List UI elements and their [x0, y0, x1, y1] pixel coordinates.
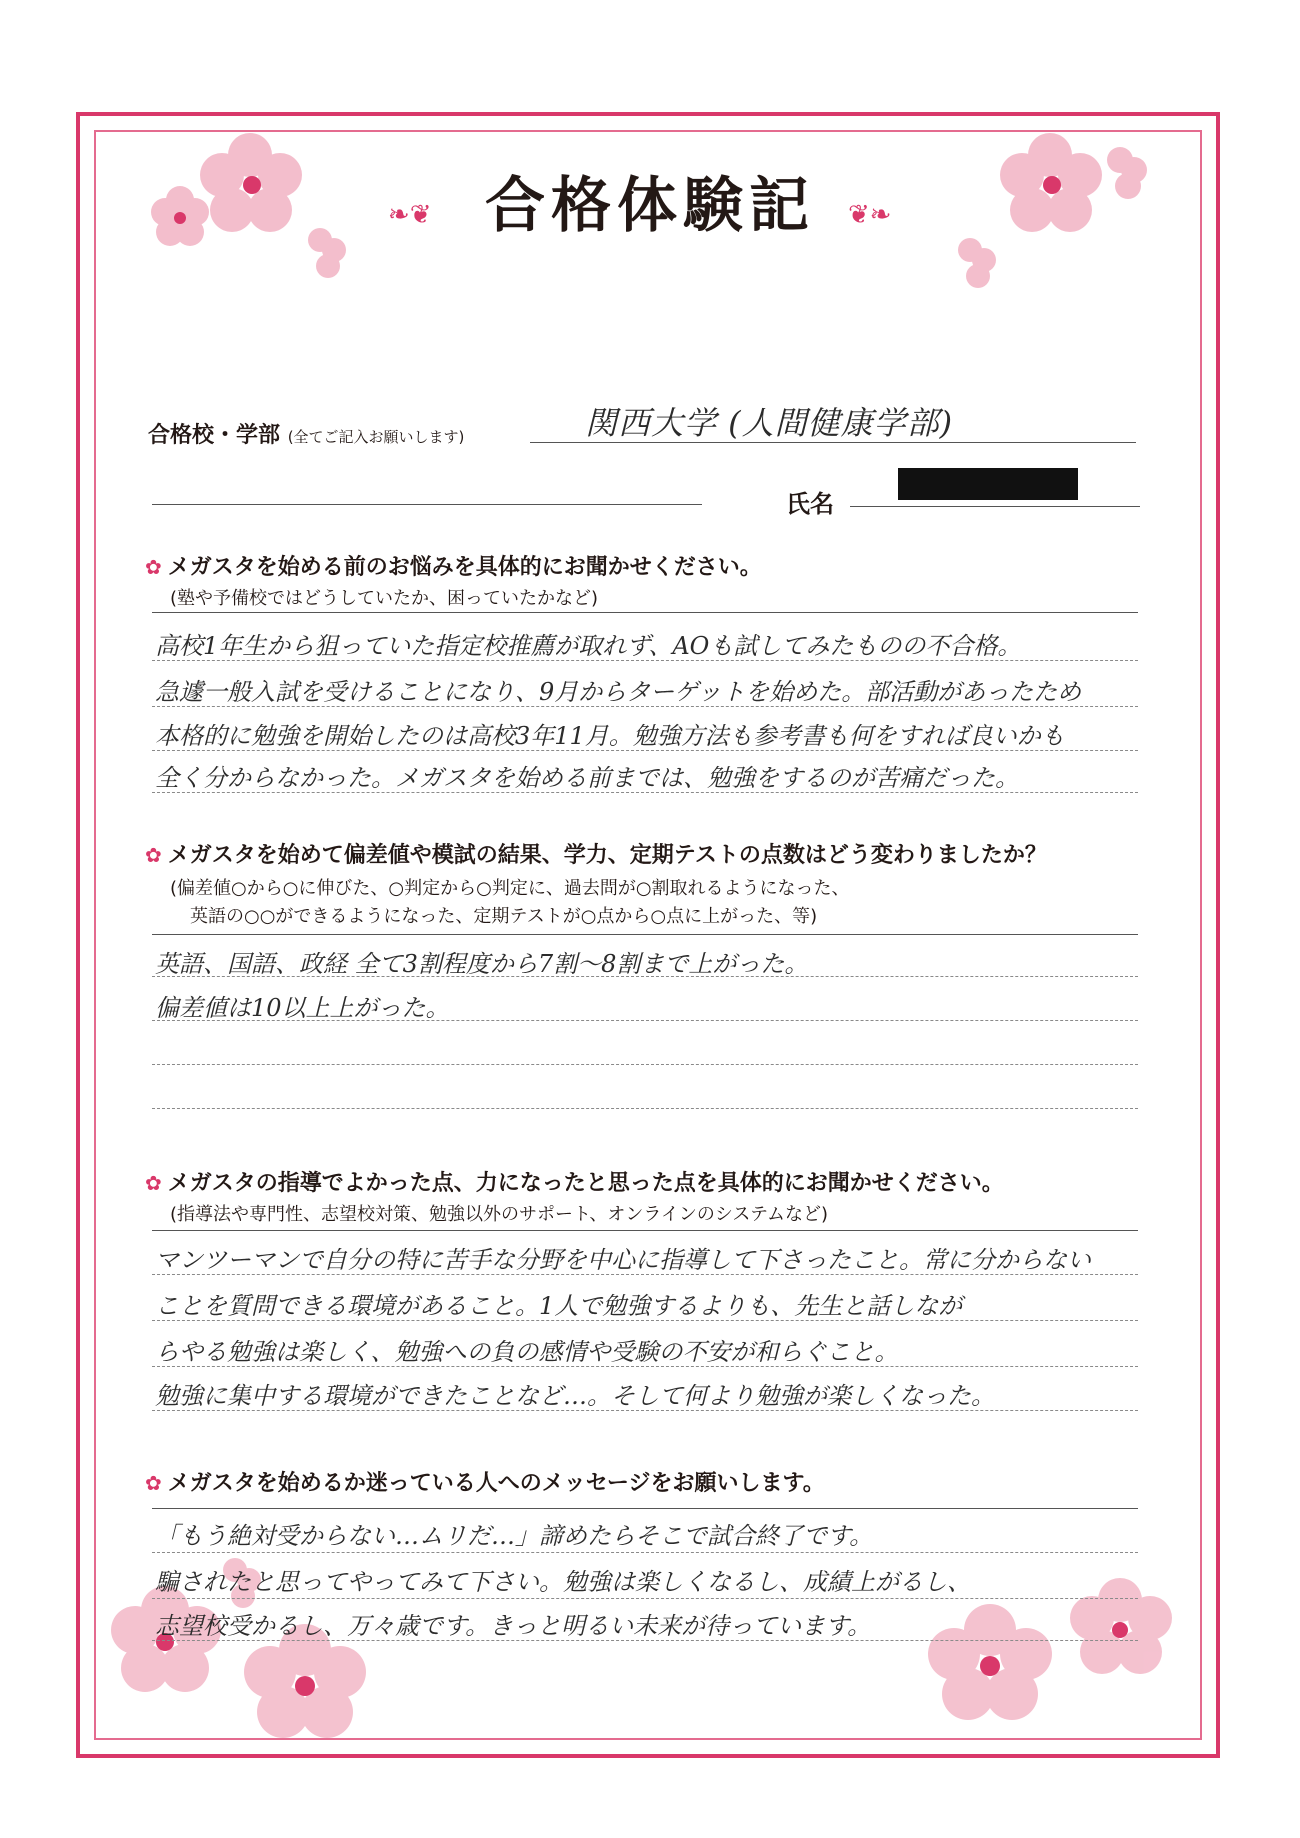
- school-label: [148, 418, 464, 449]
- answer-1-line: 急遽一般入試を受けることになり、9月からターゲットを始めた。部活動があったため: [155, 678, 1082, 706]
- answer-1-line: 本格的に勉強を開始したのは高校3年11月。勉強方法も参考書も何をすれば良いかも: [155, 722, 1065, 750]
- page-frame-inner: [94, 130, 1202, 1740]
- question-1-hint: (塾や予備校ではどうしていたか、困っていたかなど): [170, 588, 599, 609]
- flourish-right-icon: ❦❧: [848, 200, 892, 230]
- school-second-line: [152, 504, 702, 505]
- school-label-note: (全てご記入お願いします): [287, 428, 465, 446]
- flourish-left-icon: ❧❦: [388, 200, 432, 230]
- name-underline: [850, 506, 1140, 507]
- answer-4-line: 「もう絶対受からない…ムリだ…」諦めたらそこで試合終了です。: [155, 1522, 874, 1550]
- answer-1-line: 全く分からなかった。メガスタを始める前までは、勉強をするのが苦痛だった。: [155, 764, 1019, 792]
- answer-3-line: 勉強に集中する環境ができたことなど…。そして何より勉強が楽しくなった。: [155, 1382, 995, 1410]
- answer-line: [152, 1230, 1138, 1231]
- blossom-bullet-icon: ✿: [145, 555, 162, 579]
- answer-line: [152, 1508, 1138, 1509]
- answer-3-line: らやる勉強は楽しく、勉強への負の感情や受験の不安が和らぐこと。: [155, 1338, 899, 1366]
- school-value: 関西大学 (人間健康学部): [585, 404, 954, 442]
- question-4-heading: [145, 1466, 825, 1497]
- school-label-text: 合格校・学部: [148, 423, 281, 448]
- blossom-bullet-icon: ✿: [145, 1471, 162, 1495]
- question-3-hint: (指導法や専門性、志望校対策、勉強以外のサポート、オンラインのシステムなど): [170, 1204, 829, 1225]
- question-2-hint: 英語の○○ができるようになった、定期テストが○点から○点に上がった、等): [190, 906, 818, 927]
- name-label: 氏名: [786, 490, 834, 518]
- answer-line: [152, 1598, 1138, 1599]
- school-underline: [530, 442, 1136, 443]
- answer-4-line: 志望校受かるし、万々歳です。きっと明るい未来が待っています。: [155, 1612, 872, 1640]
- question-3-heading: [145, 1166, 1004, 1197]
- page-title: 合格体験記: [485, 171, 815, 241]
- answer-3-line: マンツーマンで自分の特に苦手な分野を中心に指導して下さったこと。常に分からない: [155, 1246, 1091, 1274]
- answer-4-line: 騙されたと思ってやってみて下さい。勉強は楽しくなるし、成績上がるし、: [155, 1568, 971, 1596]
- name-redaction: [898, 468, 1078, 500]
- answer-line: [152, 1108, 1138, 1109]
- answer-line: [152, 1552, 1138, 1553]
- blossom-bullet-icon: ✿: [145, 843, 162, 867]
- question-2-hint: (偏差値○から○に伸びた、○判定から○判定に、過去問が○割取れるようになった、: [170, 878, 850, 899]
- question-3-heading-text: メガスタの指導でよかった点、力になったと思った点を具体的にお聞かせください。: [167, 1171, 1004, 1196]
- answer-line: [152, 934, 1138, 935]
- answer-3-line: ことを質問できる環境があること。1人で勉強するよりも、先生と話しなが: [155, 1292, 963, 1320]
- blossom-bullet-icon: ✿: [145, 1171, 162, 1195]
- question-1-heading-text: メガスタを始める前のお悩みを具体的にお聞かせください。: [167, 555, 762, 580]
- answer-2-line: 偏差値は10以上上がった。: [155, 994, 450, 1022]
- answer-line: [152, 1064, 1138, 1065]
- question-2-heading: [145, 838, 1047, 869]
- answer-2-line: 英語、国語、政経 全て3割程度から7割～8割まで上がった。: [155, 950, 809, 978]
- question-1-heading: [145, 550, 762, 581]
- question-4-heading-text: メガスタを始めるか迷っている人へのメッセージをお願いします。: [167, 1471, 825, 1496]
- answer-line: [152, 612, 1138, 613]
- answer-1-line: 高校1年生から狙っていた指定校推薦が取れず、AOも試してみたものの不合格。: [155, 632, 1022, 660]
- question-2-heading-text: メガスタを始めて偏差値や模試の結果、学力、定期テストの点数はどう変わりましたか？: [167, 843, 1047, 868]
